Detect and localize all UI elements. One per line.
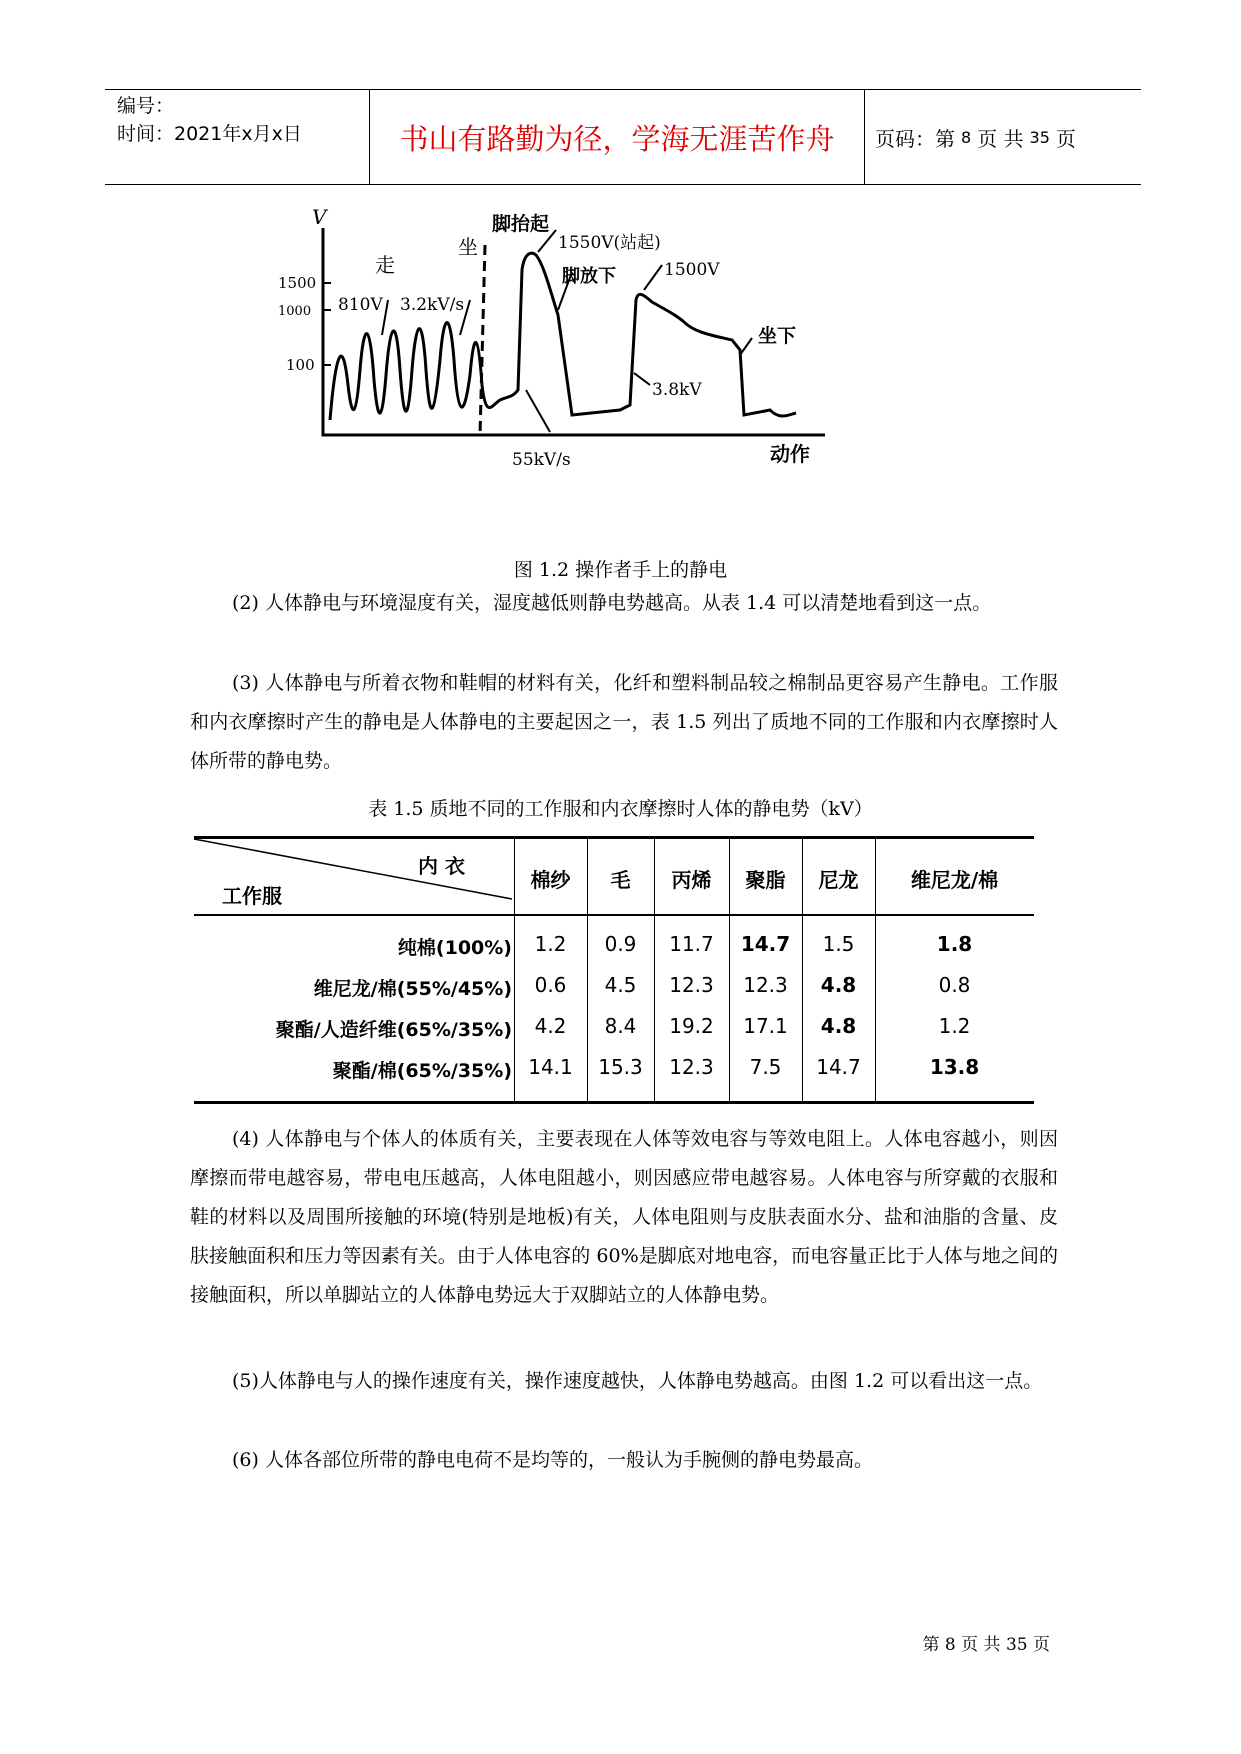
paragraph-5: (5)人体静电与人的操作速度有关，操作速度越快，人体静电势越高。由图 1.2 可以看出这一点。 bbox=[232, 1370, 1043, 1392]
table-cell: 12.3 bbox=[669, 1055, 714, 1079]
page-header bbox=[105, 89, 1141, 185]
figure-caption: 图 1.2 操作者手上的静电 bbox=[513, 559, 728, 581]
table-cell: 19.2 bbox=[669, 1014, 714, 1038]
page-number: 8 bbox=[961, 127, 972, 147]
table-cell: 8.4 bbox=[604, 1014, 637, 1038]
corner-header-bottom: 工作服 bbox=[222, 884, 282, 908]
table-cell: 13.8 bbox=[929, 1055, 980, 1079]
label-walk: 走 bbox=[375, 253, 395, 277]
paragraph-4: (4) 人体静电与个体人的体质有关，主要表现在人体等效电容与等效电阻上。人体电容越小，则因摩擦而带电越容易，带电电压越高，人体电阻越小，则因感应带电越容易。人体电容与所穿戴的衣服和鞋的材料以及周围所接触的环境(特别是地板)有关，人体电阻则与皮肤表面水分、盐和油脂的含量、皮肤接触面积和压力等因素有关。由于人体电容的 60%是脚底对地电容，而电容量正比于人体与地之间的接触面积，所以单脚站立的人体静电势远大于双脚站立的人体静电势。 bbox=[190, 1128, 1058, 1306]
table-cell: 14.7 bbox=[740, 932, 791, 956]
table-cell: 12.3 bbox=[743, 973, 788, 997]
table-cell: 4.2 bbox=[534, 1014, 567, 1038]
table-cell: 1.5 bbox=[822, 932, 855, 956]
label-foot-down: 脚放下 bbox=[562, 266, 616, 287]
y-axis-label: V bbox=[312, 205, 327, 229]
label-3-2kv: 3.2kV/s bbox=[400, 295, 465, 315]
paragraph-3: (3) 人体静电与所着衣物和鞋帽的材料有关，化纤和塑料制品较之棉制品更容易产生静电。工作服和内衣摩擦时产生的静电是人体静电的主要起因之一，表 1.5 列出了质地不同的工作服和内衣摩擦时人体所带的静电势。 bbox=[190, 672, 1058, 772]
page-footer: 第 8 页 共 35 页 bbox=[922, 1635, 1050, 1655]
x-axis-label: 动作 bbox=[770, 442, 810, 466]
label-1550v: 1550V(站起) bbox=[558, 233, 661, 253]
column-header: 聚脂 bbox=[745, 868, 786, 892]
table-cell: 7.5 bbox=[749, 1055, 782, 1079]
table-cell: 1.8 bbox=[936, 932, 973, 956]
table-cell: 1.2 bbox=[938, 1014, 971, 1038]
column-header: 丙烯 bbox=[671, 868, 712, 892]
header-number: 编号： bbox=[117, 95, 175, 117]
table-caption: 表 1.5 质地不同的工作服和内衣摩擦时人体的静电势（kV） bbox=[368, 798, 873, 820]
header-divider bbox=[864, 90, 865, 184]
paragraph-6: (6) 人体各部位所带的静电电荷不是均等的，一般认为手腕侧的静电势最高。 bbox=[232, 1449, 873, 1471]
label-810v: 810V bbox=[338, 295, 383, 315]
row-label: 聚酯/棉(65%/35%) bbox=[332, 1060, 512, 1082]
label-1500v: 1500V bbox=[664, 260, 720, 280]
table-cell: 0.8 bbox=[938, 973, 971, 997]
label-sit-down: 坐下 bbox=[758, 325, 797, 347]
row-label: 维尼龙/棉(55%/45%) bbox=[313, 978, 512, 1000]
label-3-8kv: 3.8kV bbox=[652, 380, 702, 400]
column-header: 毛 bbox=[610, 868, 631, 892]
row-label: 纯棉(100%) bbox=[397, 937, 512, 959]
header-meta bbox=[117, 92, 357, 148]
sit-divider bbox=[480, 245, 485, 435]
x-note: 55kV/s bbox=[512, 450, 571, 470]
table-cell: 12.3 bbox=[669, 973, 714, 997]
page-total: 35 bbox=[1029, 127, 1050, 147]
page-mid: 页 共 bbox=[977, 126, 1024, 151]
table-cell: 1.2 bbox=[534, 932, 567, 956]
table-cell: 4.8 bbox=[820, 1014, 857, 1038]
row-label: 聚酯/人造纤维(65%/35%) bbox=[275, 1019, 512, 1041]
table-cell: 17.1 bbox=[743, 1014, 788, 1038]
y-tick-label: 1500 bbox=[278, 274, 317, 292]
table-cell: 14.7 bbox=[816, 1055, 861, 1079]
table-bottom-rule bbox=[194, 1101, 1034, 1104]
figure-axes bbox=[323, 228, 825, 435]
header-page-info bbox=[875, 90, 1076, 184]
label-sit: 坐 bbox=[458, 235, 478, 259]
static-voltage-figure bbox=[278, 205, 950, 540]
table-header-rule bbox=[194, 914, 1034, 916]
page-suffix: 页 bbox=[1055, 126, 1076, 151]
table-cell: 15.3 bbox=[598, 1055, 643, 1079]
y-tick-label: 100 bbox=[286, 356, 315, 374]
header-time: 时间：2021年x月x日 bbox=[117, 123, 302, 145]
column-header: 棉纱 bbox=[530, 868, 571, 892]
column-header: 维尼龙/棉 bbox=[910, 868, 999, 892]
label-foot-up: 脚抬起 bbox=[492, 213, 550, 235]
table-cell: 4.8 bbox=[820, 973, 857, 997]
table-cell: 11.7 bbox=[669, 932, 714, 956]
table-cell: 0.6 bbox=[534, 973, 567, 997]
table-cell: 14.1 bbox=[528, 1055, 573, 1079]
column-header: 尼龙 bbox=[818, 868, 859, 892]
table-cell: 4.5 bbox=[604, 973, 637, 997]
table-cell: 0.9 bbox=[604, 932, 637, 956]
page-prefix: 页码：第 bbox=[875, 126, 955, 151]
header-motto: 书山有路勤为径，学海无涯苦作舟 bbox=[399, 121, 835, 156]
y-tick-label: 1000 bbox=[278, 304, 312, 319]
corner-header-top: 内 衣 bbox=[418, 854, 465, 878]
paragraph-2: (2) 人体静电与环境湿度有关，湿度越低则静电势越高。从表 1.4 可以清楚地看到这一点。 bbox=[232, 592, 992, 614]
